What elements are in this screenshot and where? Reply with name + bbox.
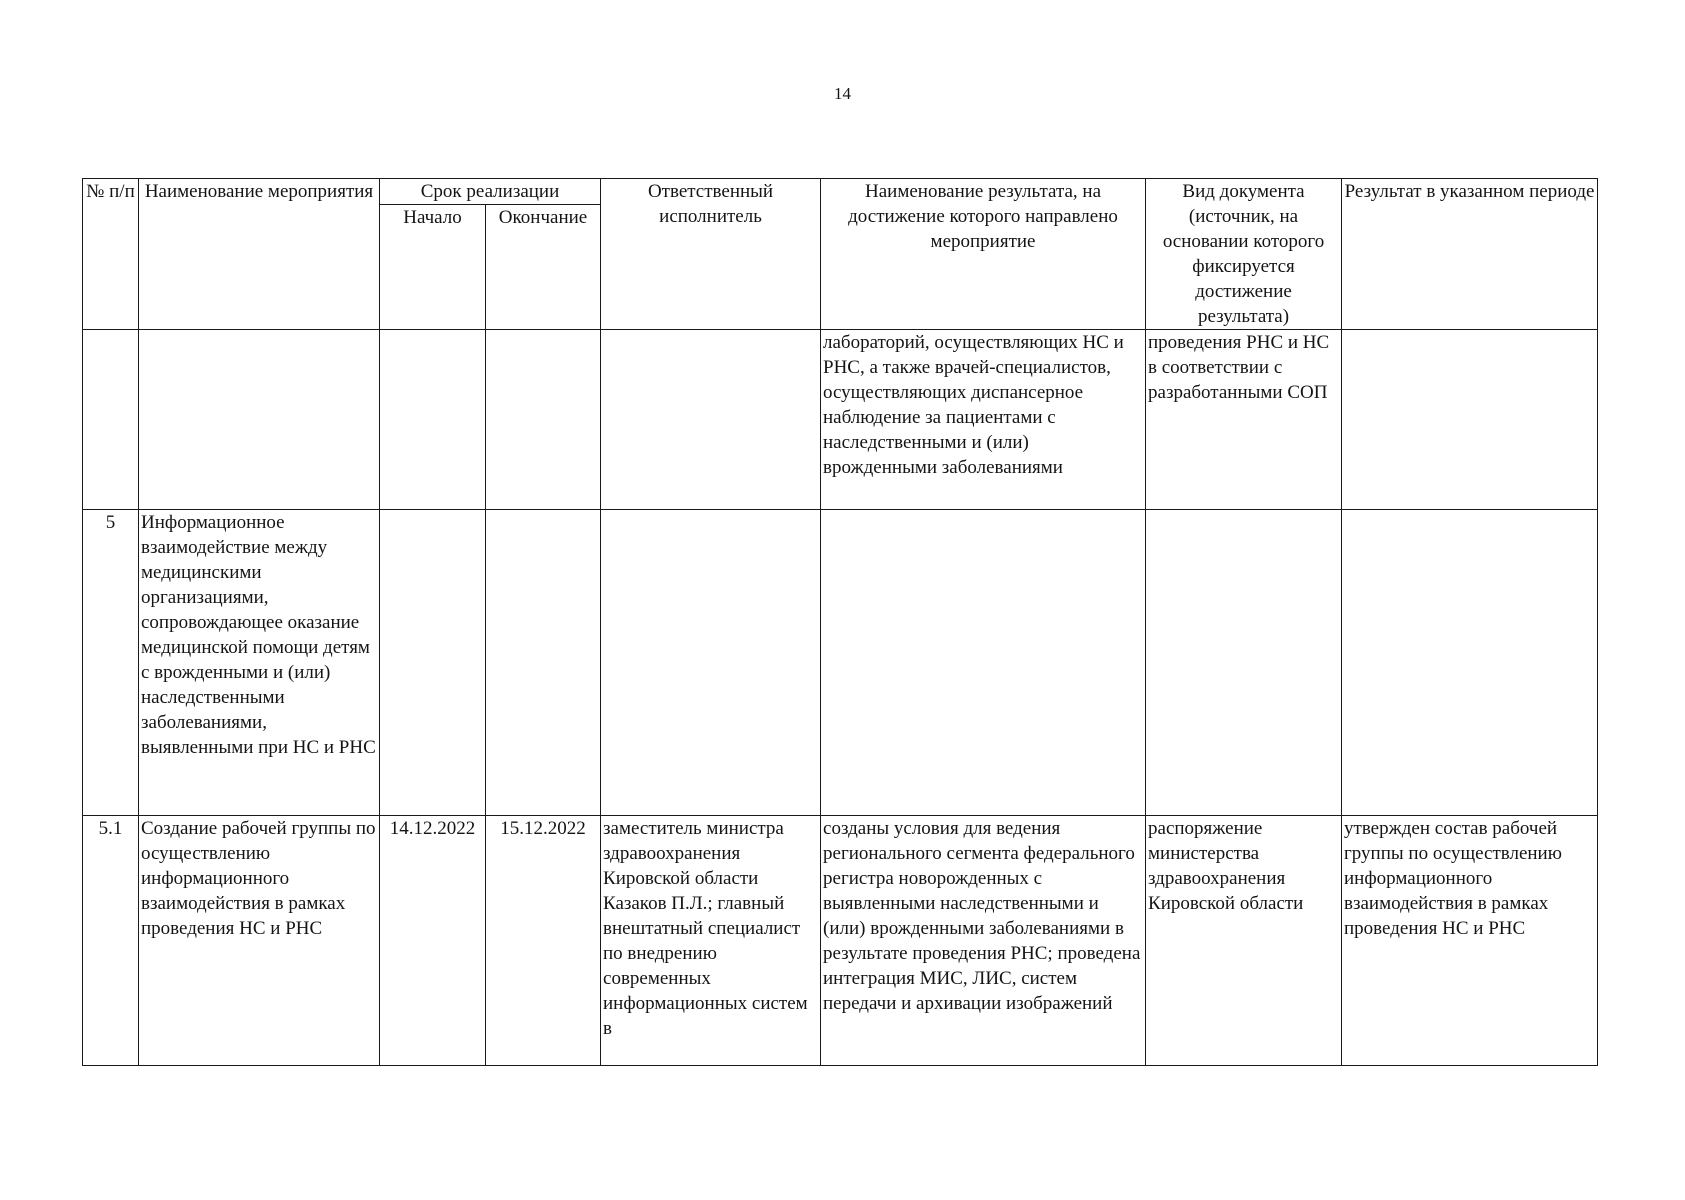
activity-plan-table (82, 178, 1598, 1066)
cell-result-name: лабораторий, осуществляющих НС и РНС, а также врачей-специалистов, осуществляющих диспансерное наблюдение за пациентами с наследственными и (или) врожденными заболеваниями (821, 330, 1146, 510)
table-header-row (83, 179, 1598, 205)
header-doc-type: Вид документа (источник, на основании которого фиксируется достижение результата) (1146, 179, 1342, 330)
cell-responsible (601, 510, 821, 816)
header-result-name: Наименование результата, на достижение которого направлено мероприятие (821, 179, 1146, 330)
cell-result: утвержден состав рабочей группы по осуществлению информационного взаимодействия в рамках проведения НС и РНС (1342, 816, 1598, 1066)
cell-result-name: созданы условия для ведения регионального сегмента федерального регистра новорожденных с выявленными наследственными и (или) врожденными заболеваниями в результате проведения РНС; проведена интеграция МИС, ЛИС, систем передачи и архивации изображений (821, 816, 1146, 1066)
cell-doc-type: проведения РНС и НС в соответствии с разработанными СОП (1146, 330, 1342, 510)
cell-name (139, 330, 380, 510)
header-name: Наименование мероприятия (139, 179, 380, 330)
header-end: Окончание (486, 205, 601, 330)
cell-result-name (821, 510, 1146, 816)
table-row (83, 510, 1598, 816)
cell-start: 14.12.2022 (380, 816, 486, 1066)
cell-responsible (601, 330, 821, 510)
header-result: Результат в указанном периоде (1342, 179, 1598, 330)
table-row (83, 330, 1598, 510)
table-row (83, 816, 1598, 1066)
cell-end: 15.12.2022 (486, 816, 601, 1066)
header-responsible: Ответственный исполнитель (601, 179, 821, 330)
header-period: Срок реализации (380, 179, 601, 205)
cell-name: Информационное взаимодействие между медицинскими организациями, сопровождающее оказание медицинской помощи детям с врожденными и (или) наследственными заболеваниями, выявленными при НС и РНС (139, 510, 380, 816)
cell-result (1342, 510, 1598, 816)
header-start: Начало (380, 205, 486, 330)
cell-num: 5.1 (83, 816, 139, 1066)
cell-doc-type (1146, 510, 1342, 816)
cell-name: Создание рабочей группы по осуществлению информационного взаимодействия в рамках проведения НС и РНС (139, 816, 380, 1066)
cell-start (380, 330, 486, 510)
cell-num: 5 (83, 510, 139, 816)
cell-doc-type: распоряжение министерства здравоохранения Кировской области (1146, 816, 1342, 1066)
cell-responsible: заместитель министра здравоохранения Кировской области Казаков П.Л.; главный внештатный специалист по внедрению современных информационных систем в (601, 816, 821, 1066)
page-number: 14 (834, 84, 851, 103)
cell-num (83, 330, 139, 510)
cell-end (486, 510, 601, 816)
cell-start (380, 510, 486, 816)
cell-result (1342, 330, 1598, 510)
header-num: № п/п (83, 179, 139, 330)
cell-end (486, 330, 601, 510)
